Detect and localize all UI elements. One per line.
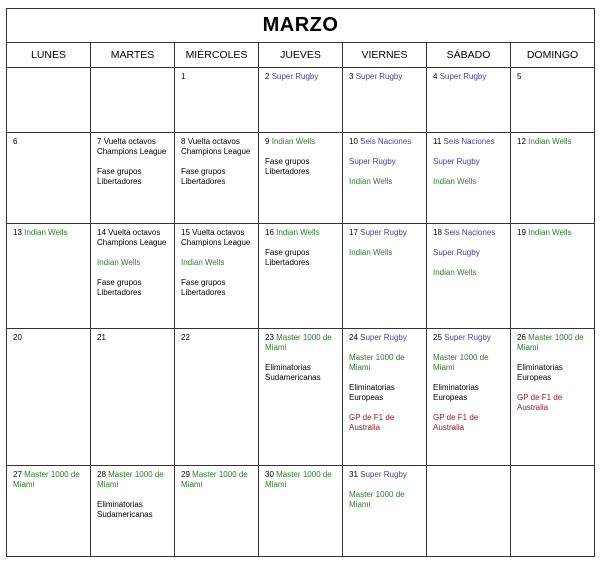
weekday-header: LUNES [7,43,91,68]
day-cell [427,68,511,133]
calendar-table [6,8,595,557]
day-cell [511,133,595,224]
day-first-line [13,228,85,238]
event-label: Super Rugby [433,157,480,166]
event-label: Master 1000 de Miami [349,353,405,372]
event-label: Indian Wells [271,137,316,146]
day-number: 14 [97,228,106,237]
day-cell [175,68,259,133]
event-label: Super Rugby [439,72,487,81]
event-label: Master 1000 de Miami [97,470,164,489]
event-label: Fase grupos Libertadores [181,278,226,297]
day-first-line [265,72,337,82]
event-label: Eliminatorias Europeas [433,383,479,402]
day-first-line [97,228,169,248]
event-label: Fase grupos Libertadores [97,278,142,297]
weekday-header-row [7,43,595,68]
event-label: Indian Wells [528,137,572,146]
event-label: Indian Wells [97,258,141,267]
day-cell [427,133,511,224]
day-first-line [265,137,337,147]
week-row [7,329,595,466]
day-number: 24 [349,333,358,342]
day-first-line [13,137,85,147]
event-label: Fase grupos Libertadores [265,157,310,176]
day-number: 20 [13,333,22,342]
day-number: 15 [181,228,190,237]
day-first-line [517,228,589,238]
event-label: Indian Wells [349,248,393,257]
day-first-line [181,333,253,343]
day-first-line [349,470,421,480]
day-cell [7,466,91,557]
day-cell [91,133,175,224]
day-first-line [181,72,253,82]
day-number: 11 [433,137,442,146]
day-number: 10 [349,137,358,146]
event-label: Master 1000 de Miami [349,490,405,509]
day-cell [7,224,91,329]
day-number: 22 [181,333,190,342]
day-cell [259,68,343,133]
day-number: 18 [433,228,442,237]
day-number: 31 [349,470,358,479]
day-number: 16 [265,228,274,237]
day-first-line [433,333,505,343]
day-number: 6 [13,137,18,146]
weekday-header: DOMINGO [511,43,595,68]
weekday-header: JUEVES [259,43,343,68]
event-label: Eliminatorias Sudamericanas [265,363,321,382]
day-number: 7 [97,137,102,146]
day-first-line [349,72,421,82]
day-cell [343,466,427,557]
event-label: Master 1000 de Miami [13,470,80,489]
calendar-body [7,68,595,557]
day-cell [427,224,511,329]
day-first-line [265,470,337,490]
day-number: 17 [349,228,358,237]
event-label: Vuelta octavos Champions League [181,137,251,156]
event-label: Indian Wells [349,177,393,186]
event-label: Seis Naciones [444,228,496,237]
day-first-line [265,228,337,238]
week-row [7,68,595,133]
day-cell [91,68,175,133]
event-label: GP de F1 de Australia [517,393,563,412]
event-label: Eliminatorias Europeas [517,363,563,382]
event-label: Super Rugby [433,248,480,257]
event-label: Indian Wells [181,258,225,267]
day-number: 5 [517,72,522,81]
day-cell [511,466,595,557]
event-label: Master 1000 de Miami [517,333,584,352]
day-number: 27 [13,470,22,479]
event-label: Fase grupos Libertadores [181,167,226,186]
event-label: GP de F1 de Australia [433,413,479,432]
day-number: 23 [265,333,274,342]
day-number: 28 [97,470,106,479]
weekday-header: SÁBADO [427,43,511,68]
day-cell [7,68,91,133]
day-cell [91,224,175,329]
day-number: 1 [181,72,186,81]
day-number: 29 [181,470,190,479]
event-label: Eliminatorias Europeas [349,383,395,402]
calendar [6,8,594,557]
event-label: Super Rugby [349,157,396,166]
event-label: Indian Wells [528,228,572,237]
day-number: 13 [13,228,22,237]
day-first-line [181,470,253,490]
month-title: MARZO [7,9,595,43]
event-label: Super Rugby [355,72,403,81]
event-label: Master 1000 de Miami [433,353,489,372]
day-cell [91,466,175,557]
event-label: Super Rugby [271,72,319,81]
day-cell [343,329,427,466]
day-cell [343,133,427,224]
weekday-header: MIÉRCOLES [175,43,259,68]
event-label: Super Rugby [360,470,407,479]
day-number: 26 [517,333,526,342]
day-cell [427,329,511,466]
day-first-line [349,333,421,343]
day-number: 21 [97,333,106,342]
day-first-line [97,137,169,157]
week-row [7,224,595,329]
day-first-line [349,137,421,147]
event-label: Fase grupos Libertadores [97,167,142,186]
day-number: 4 [433,72,438,81]
day-cell [175,329,259,466]
day-first-line [13,470,85,490]
day-first-line [517,137,589,147]
event-label: Master 1000 de Miami [265,333,332,352]
event-label: Vuelta octavos Champions League [97,228,167,247]
day-cell [259,224,343,329]
event-label: Super Rugby [444,333,491,342]
day-first-line [265,333,337,353]
day-cell [511,68,595,133]
day-cell [7,329,91,466]
day-first-line [181,228,253,248]
day-first-line [13,333,85,343]
event-label: Indian Wells [276,228,320,237]
day-first-line [517,72,589,82]
day-first-line [433,72,505,82]
day-number: 19 [517,228,526,237]
event-label: Super Rugby [360,333,407,342]
day-cell [175,466,259,557]
day-cell [343,224,427,329]
day-number: 30 [265,470,274,479]
day-cell [7,133,91,224]
day-first-line [97,333,169,343]
day-cell [343,68,427,133]
day-number: 3 [349,72,354,81]
day-first-line [433,228,505,238]
day-cell [511,329,595,466]
weekday-header: VIERNES [343,43,427,68]
day-cell [175,224,259,329]
event-label: Seis Naciones [360,137,412,146]
day-cell [427,466,511,557]
day-first-line [349,228,421,238]
event-label: Indian Wells [433,177,477,186]
event-label: Super Rugby [360,228,407,237]
day-number: 9 [265,137,270,146]
event-label: Master 1000 de Miami [265,470,332,489]
day-first-line [433,137,505,147]
event-label: Vuelta octavos Champions League [181,228,251,247]
day-cell [91,329,175,466]
day-number: 2 [265,72,270,81]
day-first-line [517,333,589,353]
day-number: 25 [433,333,442,342]
day-cell [511,224,595,329]
event-label: Master 1000 de Miami [181,470,248,489]
event-label: Indian Wells [433,268,477,277]
event-label: Eliminatorias Sudamericanas [97,500,153,519]
weekday-header: MARTES [91,43,175,68]
day-cell [259,466,343,557]
week-row [7,466,595,557]
day-cell [259,133,343,224]
event-label: Fase grupos Libertadores [265,248,310,267]
day-first-line [181,137,253,157]
event-label: Vuelta octavos Champions League [97,137,167,156]
day-cell [175,133,259,224]
week-row [7,133,595,224]
event-label: Seis Naciones [443,137,495,146]
day-number: 8 [181,137,186,146]
day-cell [259,329,343,466]
day-first-line [97,470,169,490]
event-label: GP de F1 de Australia [349,413,395,432]
event-label: Indian Wells [24,228,68,237]
day-number: 12 [517,137,526,146]
